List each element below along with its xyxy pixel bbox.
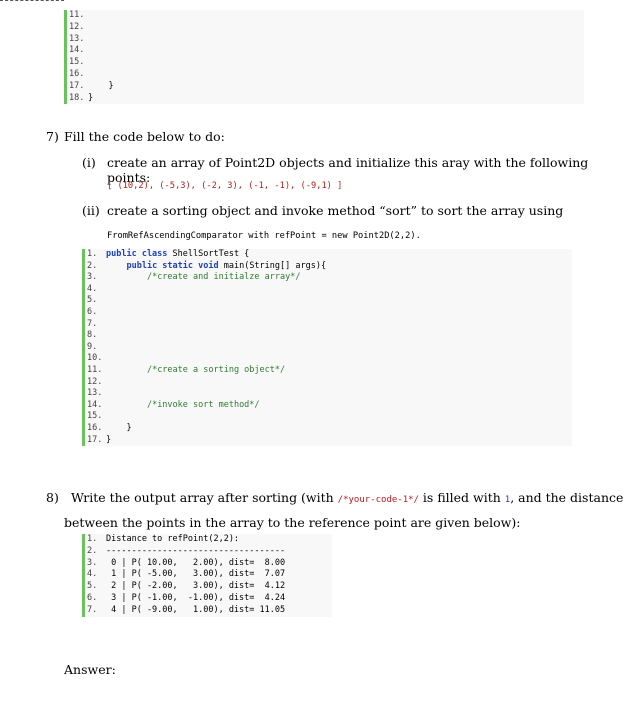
code-line: 5. [82, 295, 572, 307]
code-line: 3. /*create and initialze array*/ [82, 272, 572, 284]
code-line: 18. } [64, 93, 584, 105]
code-line: 4. 1 | P( -5.00, 3.00), dist= 7.07 [82, 569, 332, 581]
top-dashed-rule [0, 0, 64, 1]
code-line: 12. [64, 22, 584, 34]
code-line: 4. [82, 284, 572, 296]
code-line: 6. 3 | P( -1.00, -1.00), dist= 4.24 [82, 593, 332, 605]
code-line: 10. [82, 353, 572, 365]
code-line: 16. [64, 69, 584, 81]
question-8-text: Write the output array after sorting (with /*your-code-1*/ is filled with 1, and the distance [71, 490, 624, 505]
comparator-note: FromRefAscendingComparator with refPoint = new Point2D(2,2). [107, 231, 421, 241]
answer-label: Answer: [64, 662, 116, 677]
question-7-i-label: (i) [82, 155, 96, 170]
code-block-output [82, 534, 332, 617]
question-7-title: Fill the code below to do: [64, 129, 225, 144]
question-7-number: 7) [46, 129, 59, 144]
code-line: 3. 0 | P( 10.00, 2.00), dist= 8.00 [82, 558, 332, 570]
code-line: 13. [82, 388, 572, 400]
points-list: [ (10,2), (-5,3), (-2, 3), (-1, -1), (-9,1) ] [107, 181, 343, 191]
code-line: 11. /*create a sorting object*/ [82, 365, 572, 377]
question-7-i-text: create an array of Point2D objects and initialize this aray with the following points: [107, 155, 589, 185]
question-7-ii-text: create a sorting object and invoke method “sort” to sort the array using [107, 203, 564, 218]
code-line: 2. ----------------------------------- [82, 546, 332, 558]
question-7-ii-label: (ii) [82, 203, 100, 218]
code-line: 15. [82, 411, 572, 423]
code-line: 16. } [82, 423, 572, 435]
code-block-shellsort [82, 249, 572, 446]
code-line: 7. 4 | P( -9.00, 1.00), dist= 11.05 [82, 605, 332, 617]
code-line: 14. [64, 45, 584, 57]
code-line: 5. 2 | P( -2.00, 3.00), dist= 4.12 [82, 581, 332, 593]
code-line: 11. [64, 10, 584, 22]
code-line: 2. public static void main(String[] args){ [82, 261, 572, 273]
code-line: 12. [82, 377, 572, 389]
code-line: 14. /*invoke sort method*/ [82, 400, 572, 412]
question-8-text-line2: between the points in the array to the reference point are given below): [64, 515, 521, 530]
code-line: 8. [82, 330, 572, 342]
code-line: 9. [82, 342, 572, 354]
code-line: 1. Distance to refPoint(2,2): [82, 534, 332, 546]
code-line: 17. } [82, 435, 572, 447]
code-block-previous [64, 10, 584, 104]
code-line: 17. } [64, 81, 584, 93]
code-line: 6. [82, 307, 572, 319]
code-line: 13. [64, 34, 584, 46]
code-line: 1. public class ShellSortTest { [82, 249, 572, 261]
code-line: 15. [64, 57, 584, 69]
code-line: 7. [82, 319, 572, 331]
question-8-number: 8) [46, 490, 59, 505]
